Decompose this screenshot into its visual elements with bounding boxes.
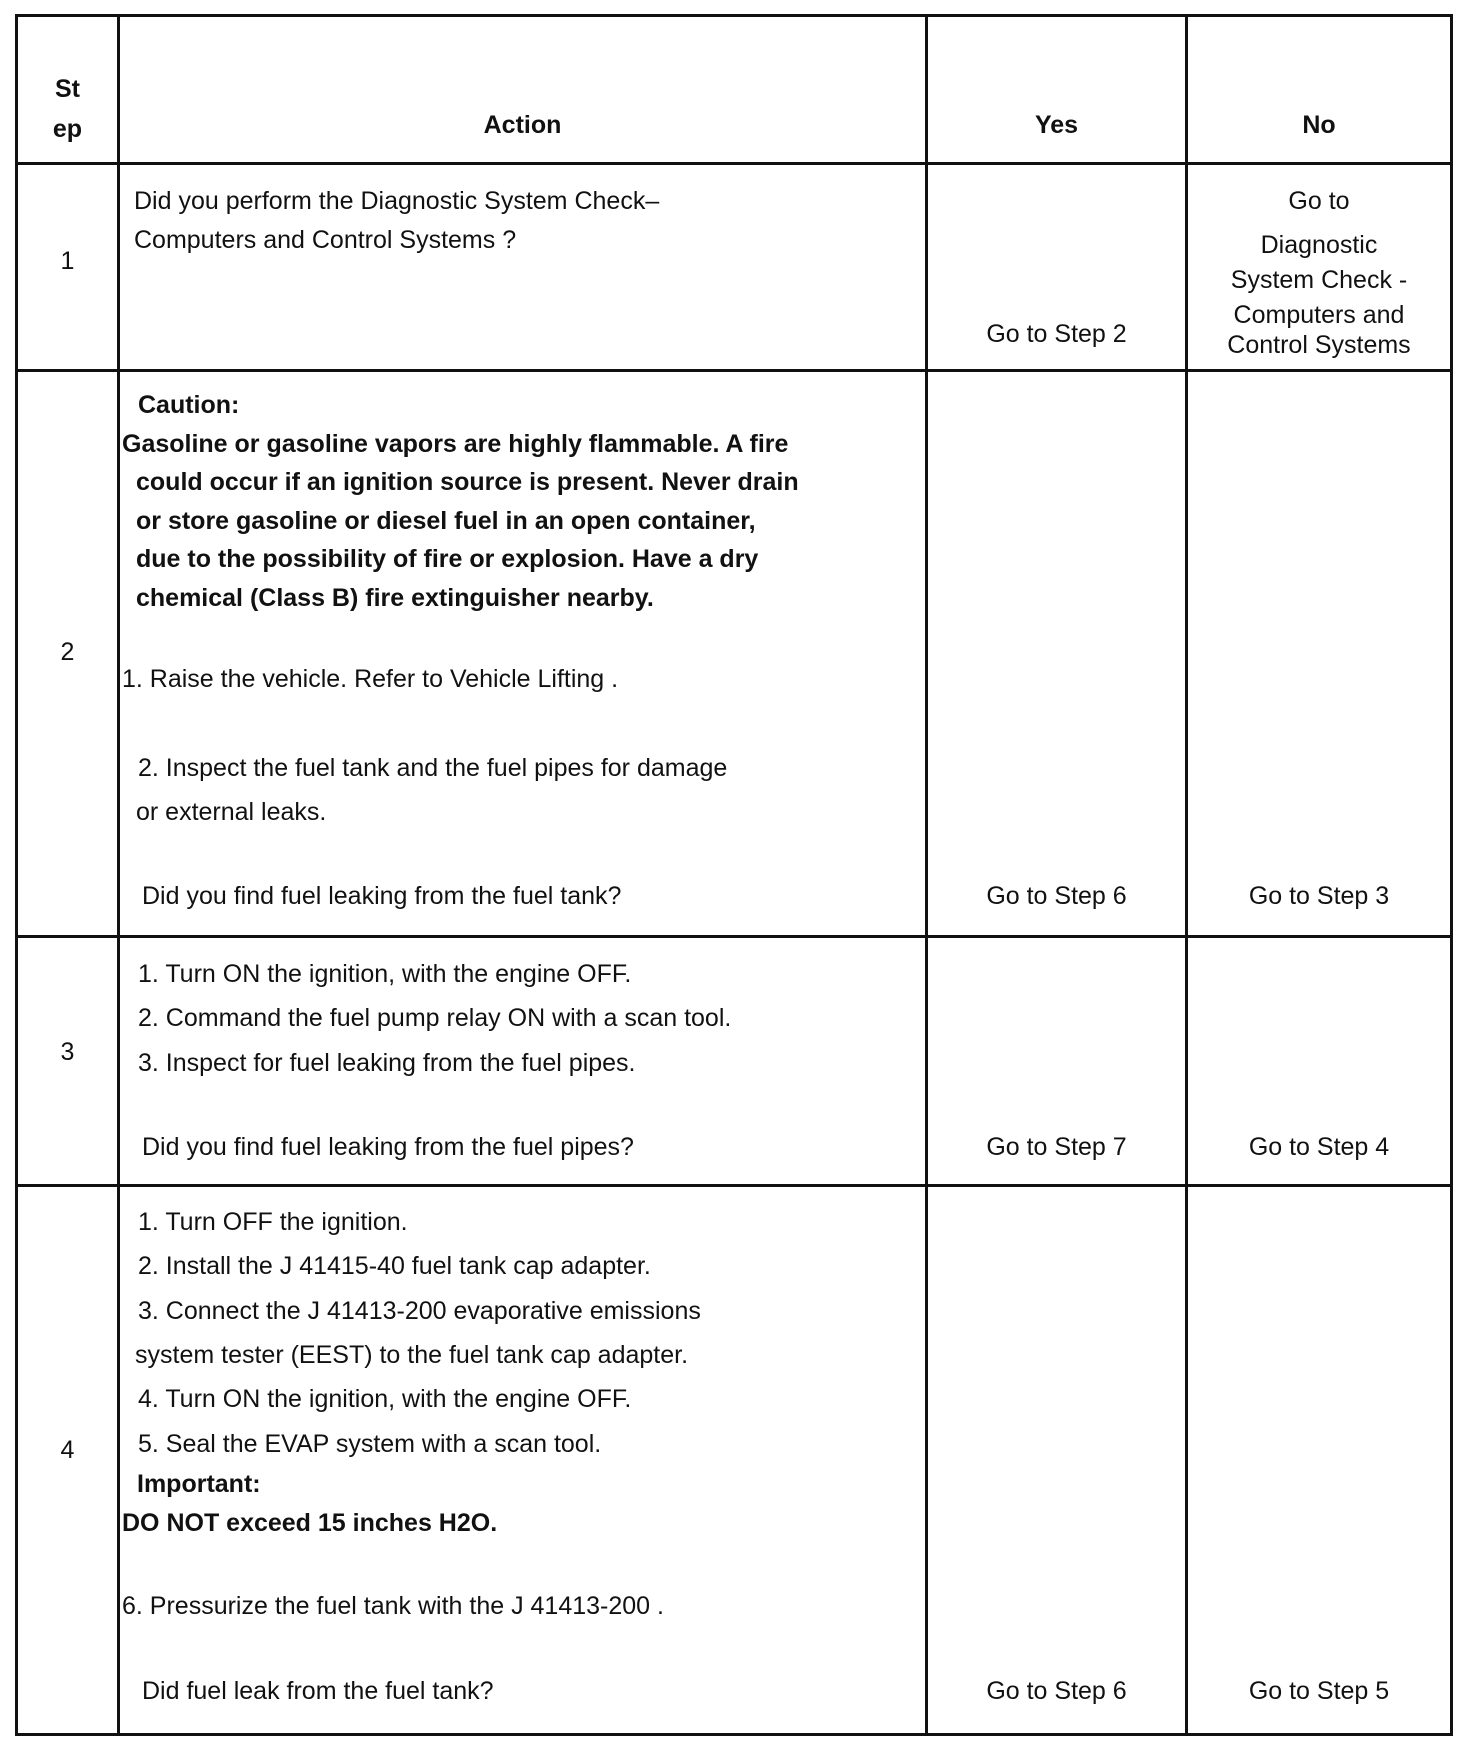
step-number: 1 xyxy=(60,247,75,275)
caution-text: chemical (Class B) fire extinguisher nearby. xyxy=(136,584,654,612)
no-link[interactable]: Go to Step 3 xyxy=(1248,882,1390,910)
step-number: 4 xyxy=(60,1436,75,1464)
yes-cell xyxy=(927,371,1187,937)
action-question: Did fuel leak from the fuel tank? xyxy=(142,1677,494,1705)
action-step: 2. Inspect the fuel tank and the fuel pipes for damage xyxy=(138,754,728,782)
step-number: 3 xyxy=(60,1038,75,1066)
caution-text: could occur if an ignition source is present. Never drain xyxy=(136,468,799,496)
yes-cell xyxy=(927,1186,1187,1735)
header-step xyxy=(17,16,119,164)
step-cell xyxy=(17,164,119,371)
header-no: No xyxy=(1187,16,1452,164)
yes-link[interactable]: Go to Step 7 xyxy=(986,1133,1127,1161)
action-cell xyxy=(119,937,927,1186)
yes-link[interactable]: Go to Step 6 xyxy=(986,1677,1127,1705)
action-step: or external leaks. xyxy=(136,798,327,826)
caution-text: Gasoline or gasoline vapors are highly flammable. A fire xyxy=(122,430,789,458)
table-row xyxy=(17,371,1452,937)
action-text: Did you perform the Diagnostic System Check– xyxy=(134,187,660,215)
yes-cell xyxy=(927,164,1187,371)
no-link-line[interactable]: Control Systems xyxy=(1227,331,1411,359)
action-step: 3. Inspect for fuel leaking from the fuel pipes. xyxy=(138,1049,636,1077)
yes-link[interactable]: Go to Step 6 xyxy=(986,882,1127,910)
action-step: 6. Pressurize the fuel tank with the J 41413-200 . xyxy=(122,1592,664,1620)
no-link-line[interactable]: Computers and xyxy=(1233,301,1405,329)
no-cell xyxy=(1187,1186,1452,1735)
no-link-line[interactable]: System Check - xyxy=(1230,266,1408,294)
action-question: Did you find fuel leaking from the fuel pipes? xyxy=(142,1133,634,1161)
no-cell xyxy=(1187,937,1452,1186)
action-step: 1. Turn OFF the ignition. xyxy=(138,1208,408,1236)
header-step-line2: ep xyxy=(52,115,83,143)
yes-cell xyxy=(927,937,1187,1186)
action-question: Did you find fuel leaking from the fuel tank? xyxy=(142,882,622,910)
important-text: DO NOT exceed 15 inches H2O. xyxy=(122,1509,498,1537)
step-number: 2 xyxy=(60,638,75,666)
no-link-line[interactable]: Diagnostic xyxy=(1260,231,1378,259)
no-cell xyxy=(1187,164,1452,371)
caution-text: due to the possibility of fire or explosion. Have a dry xyxy=(136,545,759,573)
header-step-line1: St xyxy=(55,75,80,103)
action-step: 2. Install the J 41415-40 fuel tank cap adapter. xyxy=(138,1252,651,1280)
action-step: system tester (EEST) to the fuel tank cap adapter. xyxy=(135,1341,689,1369)
caution-label: Caution: xyxy=(138,391,240,419)
yes-link[interactable]: Go to Step 2 xyxy=(986,320,1127,348)
action-step: 3. Connect the J 41413-200 evaporative emissions xyxy=(138,1297,701,1325)
action-cell xyxy=(119,371,927,937)
table-row xyxy=(17,937,1452,1186)
step-cell xyxy=(17,1186,119,1735)
no-link[interactable]: Go to Step 5 xyxy=(1248,1677,1390,1705)
no-link-line[interactable]: Go to xyxy=(1288,187,1350,215)
action-step: 1. Raise the vehicle. Refer to Vehicle Lifting . xyxy=(122,665,619,693)
diagnostic-table xyxy=(15,14,1453,1736)
table-row xyxy=(17,164,1452,371)
action-step: 4. Turn ON the ignition, with the engine OFF. xyxy=(138,1385,632,1413)
step-cell xyxy=(17,937,119,1186)
header-yes: Yes xyxy=(927,16,1187,164)
step-cell xyxy=(17,371,119,937)
action-step: 1. Turn ON the ignition, with the engine OFF. xyxy=(138,960,632,988)
action-cell xyxy=(119,164,927,371)
caution-text: or store gasoline or diesel fuel in an open container, xyxy=(136,507,756,535)
no-link[interactable]: Go to Step 4 xyxy=(1248,1133,1390,1161)
important-label: Important: xyxy=(137,1470,261,1498)
action-step: 5. Seal the EVAP system with a scan tool. xyxy=(138,1430,602,1458)
action-text: Computers and Control Systems ? xyxy=(134,226,517,254)
action-cell xyxy=(119,1186,927,1735)
header-row xyxy=(17,16,1452,164)
table-row xyxy=(17,1186,1452,1735)
action-step: 2. Command the fuel pump relay ON with a scan tool. xyxy=(138,1004,732,1032)
no-cell xyxy=(1187,371,1452,937)
header-action: Action xyxy=(119,16,927,164)
